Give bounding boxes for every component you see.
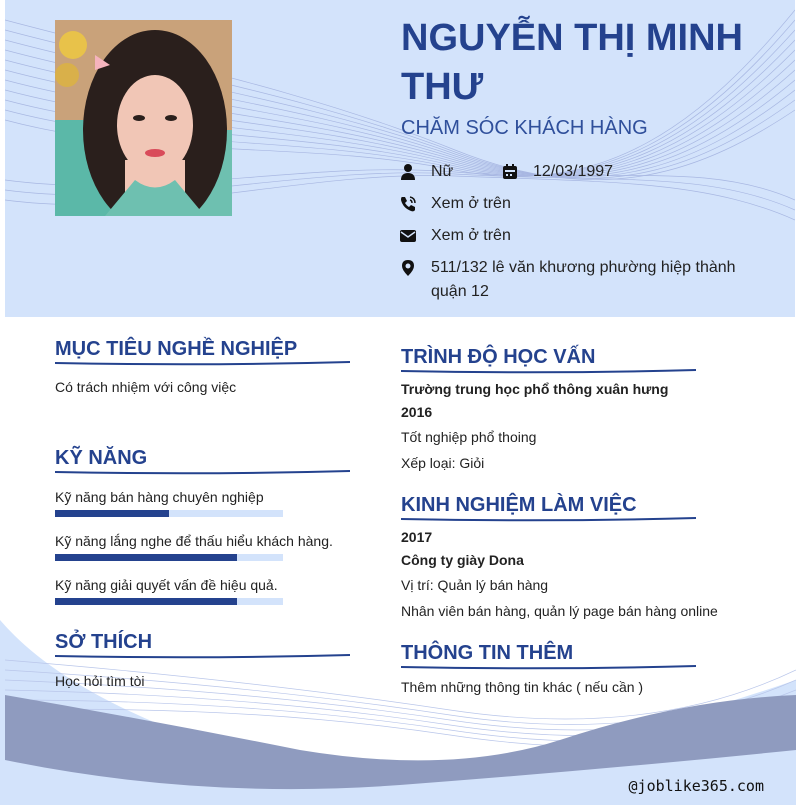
phone-icon xyxy=(399,195,417,213)
email-value: Xem ở trên xyxy=(431,227,511,244)
section-title-education: TRÌNH ĐỘ HỌC VẤN xyxy=(401,346,596,368)
section-title-hobbies: SỞ THÍCH xyxy=(55,631,153,653)
birthday-value: 12/03/1997 xyxy=(533,163,614,180)
gender-value: Nữ xyxy=(431,163,454,180)
section-title-objective: MỤC TIÊU NGHỀ NGHIỆP xyxy=(55,338,298,360)
section-title-skills: KỸ NĂNG xyxy=(55,447,148,469)
calendar-icon xyxy=(501,163,519,181)
phone-value: Xem ở trên xyxy=(431,195,511,212)
skill-bar-fill xyxy=(55,598,237,605)
experience-year: 2017 xyxy=(401,529,433,545)
profile-photo xyxy=(55,20,232,216)
person-icon xyxy=(399,163,417,181)
section-title-experience: KINH NGHIỆM LÀM VIỆC xyxy=(401,494,637,516)
section-underline xyxy=(401,664,696,670)
skill-label: Kỹ năng bán hàng chuyên nghiệp xyxy=(55,489,264,505)
hobbies-text: Học hỏi tìm tòi xyxy=(55,673,145,689)
map-pin-icon xyxy=(399,259,417,277)
skill-bar xyxy=(55,598,283,605)
company-name: Công ty giày Dona xyxy=(401,552,524,568)
candidate-name: NGUYỄN THỊ MINH THƯ xyxy=(401,17,743,108)
skill-bar-fill xyxy=(55,554,237,561)
skill-label: Kỹ năng lắng nghe để thấu hiểu khách hàng. xyxy=(55,533,333,549)
skill-bar xyxy=(55,554,283,561)
address-value: 511/132 lê văn khương phường hiệp thành quận 12 xyxy=(431,259,736,300)
section-underline xyxy=(55,469,350,475)
education-year: 2016 xyxy=(401,404,433,420)
section-underline xyxy=(401,516,696,522)
education-grade: Xếp loại: Giỏi xyxy=(401,455,485,471)
experience-description: Nhân viên bán hàng, quản lý page bán hàng online xyxy=(401,603,718,619)
education-detail: Tốt nghiệp phổ thoing xyxy=(401,429,537,445)
section-underline xyxy=(401,368,696,374)
school-name: Trường trung học phổ thông xuân hưng xyxy=(401,381,669,397)
skill-bar xyxy=(55,510,283,517)
objective-text: Có trách nhiệm với công việc xyxy=(55,379,237,395)
envelope-icon xyxy=(399,227,417,245)
watermark: @joblike365.com xyxy=(628,777,764,795)
section-underline xyxy=(55,653,350,659)
skill-bar-fill xyxy=(55,510,169,517)
section-title-extra: THÔNG TIN THÊM xyxy=(401,642,574,664)
section-underline xyxy=(55,360,350,366)
job-position: CHĂM SÓC KHÁCH HÀNG xyxy=(401,117,648,139)
extra-text: Thêm những thông tin khác ( nếu cần ) xyxy=(401,679,644,695)
experience-role: Vị trí: Quản lý bán hàng xyxy=(401,577,549,593)
skill-label: Kỹ năng giải quyết vấn đề hiệu quả. xyxy=(55,577,278,593)
